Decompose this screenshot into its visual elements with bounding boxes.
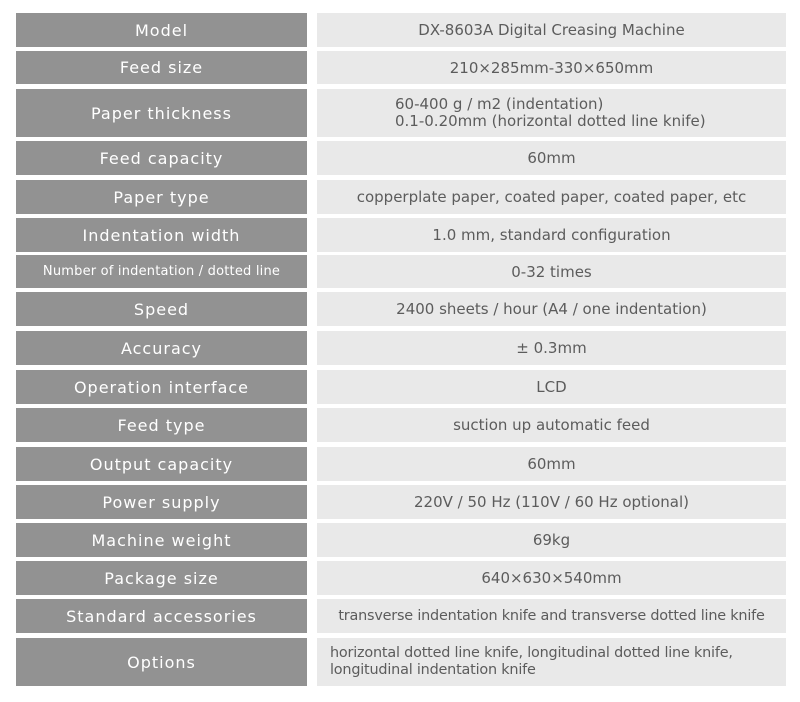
spec-row-power-supply (0, 485, 800, 519)
spec-value: copperplate paper, coated paper, coated paper, etc (317, 180, 786, 214)
spec-label: Accuracy (16, 331, 307, 365)
spec-row-feed-size (0, 51, 800, 84)
spec-row-feed-type (0, 408, 800, 442)
spec-label: Indentation width (16, 218, 307, 252)
spec-value-line: 60-400 g / m2 (indentation) (395, 95, 604, 113)
spec-value: 60mm (317, 141, 786, 175)
spec-label: Operation interface (16, 370, 307, 404)
spec-label: Model (16, 13, 307, 47)
spec-value (317, 638, 786, 686)
spec-row-options (0, 638, 800, 686)
spec-value-line: horizontal dotted line knife, longitudinal dotted line knife, (330, 645, 733, 661)
spec-value: 60mm (317, 447, 786, 481)
spec-value: LCD (317, 370, 786, 404)
spec-row-paper-type (0, 180, 800, 214)
spec-value (317, 89, 786, 137)
spec-label: Feed size (16, 51, 307, 84)
spec-row-accuracy (0, 331, 800, 365)
spec-label: Paper type (16, 180, 307, 214)
spec-label: Output capacity (16, 447, 307, 481)
spec-label: Machine weight (16, 523, 307, 557)
spec-row-speed (0, 292, 800, 326)
spec-row-indentation-width (0, 218, 800, 252)
spec-value: transverse indentation knife and transverse dotted line knife (317, 599, 786, 633)
spec-row-standard-accessories (0, 599, 800, 633)
spec-value: ± 0.3mm (317, 331, 786, 365)
spec-value: suction up automatic feed (317, 408, 786, 442)
spec-value: DX-8603A Digital Creasing Machine (317, 13, 786, 47)
spec-label: Feed capacity (16, 141, 307, 175)
spec-label: Feed type (16, 408, 307, 442)
spec-row-operation-interface (0, 370, 800, 404)
spec-label: Paper thickness (16, 89, 307, 137)
spec-label: Speed (16, 292, 307, 326)
spec-row-machine-weight (0, 523, 800, 557)
spec-row-paper-thickness (0, 89, 800, 137)
spec-value: 2400 sheets / hour (A4 / one indentation) (317, 292, 786, 326)
spec-label: Power supply (16, 485, 307, 519)
spec-value-line: longitudinal indentation knife (330, 662, 536, 678)
spec-row-number-of-indentation (0, 255, 800, 288)
spec-row-feed-capacity (0, 141, 800, 175)
spec-row-output-capacity (0, 447, 800, 481)
spec-label: Standard accessories (16, 599, 307, 633)
spec-value: 220V / 50 Hz (110V / 60 Hz optional) (317, 485, 786, 519)
spec-value: 69kg (317, 523, 786, 557)
spec-row-package-size (0, 561, 800, 595)
spec-value: 640×630×540mm (317, 561, 786, 595)
spec-value: 210×285mm-330×650mm (317, 51, 786, 84)
spec-label: Number of indentation / dotted line (16, 255, 307, 288)
spec-value-line: 0.1-0.20mm (horizontal dotted line knife) (395, 112, 706, 130)
spec-value: 1.0 mm, standard configuration (317, 218, 786, 252)
spec-value: 0-32 times (317, 255, 786, 288)
spec-label: Options (16, 638, 307, 686)
spec-label: Package size (16, 561, 307, 595)
spec-row-model (0, 13, 800, 47)
